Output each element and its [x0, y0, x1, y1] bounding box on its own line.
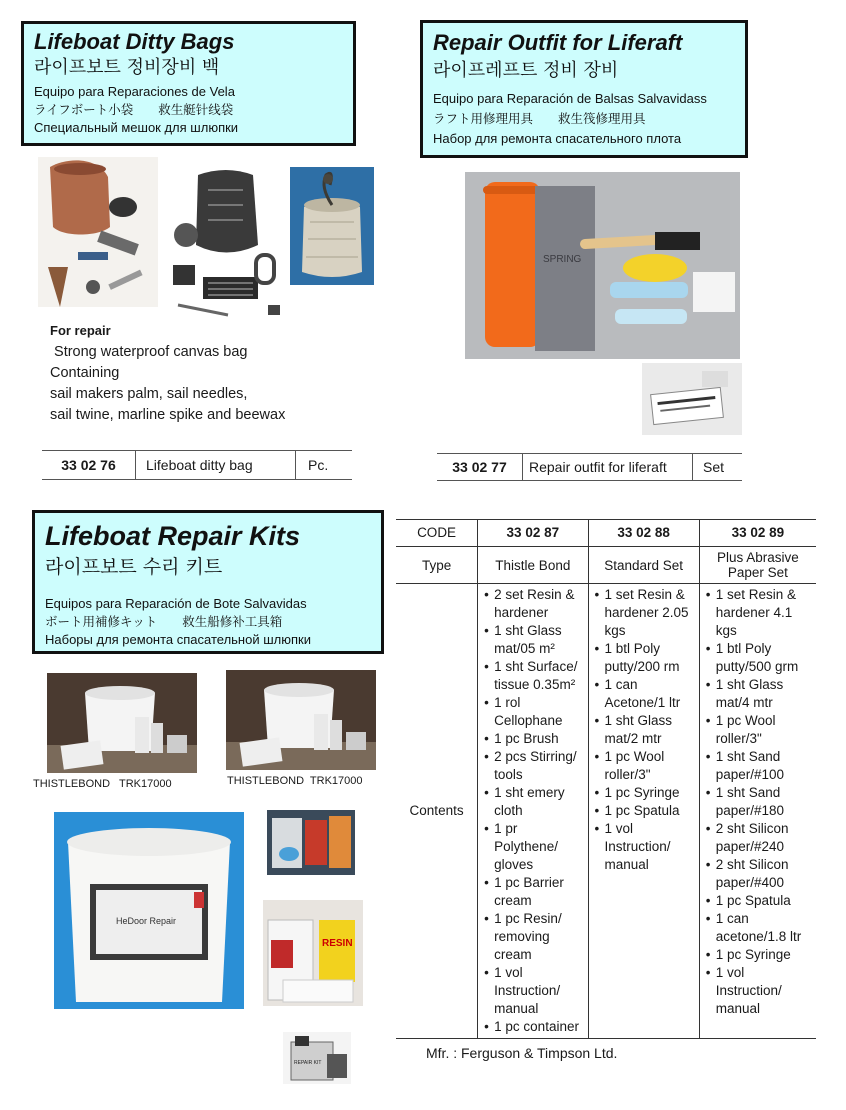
spec-item: • 1 sht Sand paper/#180 [706, 784, 812, 820]
ditty-desc-line: sail makers palm, sail needles, [50, 386, 248, 402]
outfit-title-ru: Набор для ремонта спасательного плота [433, 131, 682, 146]
spec-type: Thistle Bond [478, 547, 588, 584]
spec-item: • 1 pc Spatula [595, 802, 695, 820]
repair-bag-label: REPAIR KIT [294, 1060, 322, 1066]
spec-code-label: CODE [396, 520, 478, 547]
spec-item: • 2 pcs Stirring/ tools [484, 748, 583, 784]
spec-item: • 1 sht emery cloth [484, 784, 583, 820]
spec-item: • 1 pc Wool roller/3" [595, 748, 695, 784]
ditty-title-ru: Специальный мешок для шлюпки [34, 120, 239, 135]
outfit-title-ja: ラフト用修理用具 救生筏修理用具 [433, 111, 646, 126]
ditty-contents-photo [38, 157, 158, 307]
ditty-tools-photo [168, 165, 283, 325]
resin-can-label: RESIN [322, 938, 353, 949]
outfit-package-photo [642, 363, 742, 435]
spec-item: • 1 vol Instruction/ manual [595, 820, 695, 874]
ditty-product-code: 33 02 76 [42, 451, 136, 479]
resin-kit-photo [263, 900, 363, 1006]
manufacturer-note: Mfr. : Ferguson & Timpson Ltd. [426, 1045, 618, 1061]
ditty-desc-line: sail twine, marline spike and beewax [50, 407, 286, 423]
ditty-title-en: Lifeboat Ditty Bags [34, 29, 235, 54]
spec-item: • 1 rol Cellophane [484, 694, 583, 730]
spec-item: • 1 pc Resin/ removing cream [484, 910, 583, 964]
spec-item: • 2 sht Silicon paper/#240 [706, 820, 812, 856]
spec-item: • 1 sht Glass mat/05 m² [484, 622, 583, 658]
kits-title-ru: Наборы для ремонта спасательной шлюпки [45, 632, 311, 647]
spec-item: • 1 sht Glass mat/2 mtr [595, 712, 695, 748]
brush-kit-photo [267, 810, 355, 875]
spec-item: • 1 btl Poly putty/200 rm [595, 640, 695, 676]
spec-type: Standard Set [588, 547, 699, 584]
spec-item: • 1 sht Sand paper/#100 [706, 748, 812, 784]
repair-kits-spec-table [396, 519, 816, 1039]
repair-bag-photo [283, 1032, 351, 1084]
thistlebond-photo-2 [226, 670, 376, 770]
spec-item: • 1 vol Instruction/ manual [484, 964, 583, 1018]
spec-item: • 1 pc Barrier cream [484, 874, 583, 910]
spec-item: • 1 pc Brush [484, 730, 583, 748]
kits-title-box [32, 510, 384, 654]
spec-item: • 1 pc Wool roller/3" [706, 712, 812, 748]
repair-tub-label: HeDoor Repair [116, 916, 177, 926]
spec-item: • 1 sht Glass mat/4 mtr [706, 676, 812, 712]
outfit-title-en: Repair Outfit for Liferaft [433, 30, 683, 55]
spec-type: Plus Abrasive Paper Set [699, 547, 816, 584]
spec-type-label: Type [396, 547, 478, 584]
outfit-product-unit: Set [703, 459, 725, 475]
kits-title-es: Equipos para Reparación de Bote Salvavidas [45, 596, 307, 611]
outfit-product-name: Repair outfit for liferaft [523, 454, 693, 480]
spec-contents [588, 584, 699, 1039]
ditty-desc-line: Strong waterproof canvas bag [50, 344, 248, 360]
outfit-title-box [420, 20, 748, 158]
spec-code: 33 02 88 [588, 520, 699, 547]
kits-title-en: Lifeboat Repair Kits [45, 521, 301, 551]
spec-contents [478, 584, 588, 1039]
spec-code-row [396, 520, 816, 547]
outfit-sandpaper-label: SPRING [543, 254, 582, 265]
spec-item: • 2 set Resin & hardener [484, 586, 583, 622]
ditty-title-ko: 라이프보트 정비장비 백 [34, 57, 220, 78]
spec-item: • 1 sht Surface/ tissue 0.35m² [484, 658, 583, 694]
thistlebond-caption-2: THISTLEBOND TRK17000 [227, 775, 363, 787]
spec-contents-label: Contents [396, 584, 478, 1039]
spec-contents [699, 584, 816, 1039]
ditty-product-unit: Pc. [308, 457, 329, 473]
ditty-desc-heading: For repair [50, 323, 111, 338]
spec-item: • 1 btl Poly putty/500 grm [706, 640, 812, 676]
outfit-title-ko: 라이프레프트 정비 장비 [433, 60, 619, 81]
repair-tub-photo [54, 812, 244, 1009]
thistlebond-caption-1: THISTLEBOND TRK17000 [33, 778, 172, 790]
spec-item: • 1 set Resin & hardener 4.1 kgs [706, 586, 812, 640]
spec-item: • 1 pr Polythene/ gloves [484, 820, 583, 874]
ditty-title-es: Equipo para Reparaciones de Vela [34, 84, 235, 99]
spec-item: • 1 pc container [484, 1018, 583, 1036]
spec-contents-row [396, 584, 816, 1039]
spec-item: • 1 can acetone/1.8 ltr [706, 910, 812, 946]
spec-code: 33 02 87 [478, 520, 588, 547]
ditty-canvas-bag-photo [290, 167, 374, 285]
outfit-title-es: Equipo para Reparación de Balsas Salvavidass [433, 91, 707, 106]
ditty-description [50, 322, 350, 426]
spec-item: • 1 vol Instruction/ manual [706, 964, 812, 1018]
spec-item: • 1 can Acetone/1 ltr [595, 676, 695, 712]
spec-code: 33 02 89 [699, 520, 816, 547]
spec-type-row [396, 547, 816, 584]
kits-title-ja: ボート用補修キット 救生船修补工具箱 [45, 614, 283, 629]
spec-item: • 1 pc Syringe [706, 946, 812, 964]
spec-item: • 1 pc Spatula [706, 892, 812, 910]
ditty-title-ja: ライフボート小袋 救生艇针线袋 [34, 102, 234, 117]
ditty-product-name: Lifeboat ditty bag [136, 451, 296, 479]
outfit-product-code: 33 02 77 [437, 454, 523, 480]
kits-title-ko: 라이프보트 수리 키트 [45, 556, 223, 578]
spec-item: • 2 sht Silicon paper/#400 [706, 856, 812, 892]
outfit-main-photo [465, 172, 740, 359]
ditty-product-row [42, 450, 352, 480]
ditty-title-box [21, 21, 356, 146]
outfit-product-row [437, 453, 742, 481]
ditty-desc-line: Containing [50, 365, 120, 381]
thistlebond-photo-1 [47, 673, 197, 773]
spec-item: • 1 set Resin & hardener 2.05 kgs [595, 586, 695, 640]
spec-item: • 1 pc Syringe [595, 784, 695, 802]
